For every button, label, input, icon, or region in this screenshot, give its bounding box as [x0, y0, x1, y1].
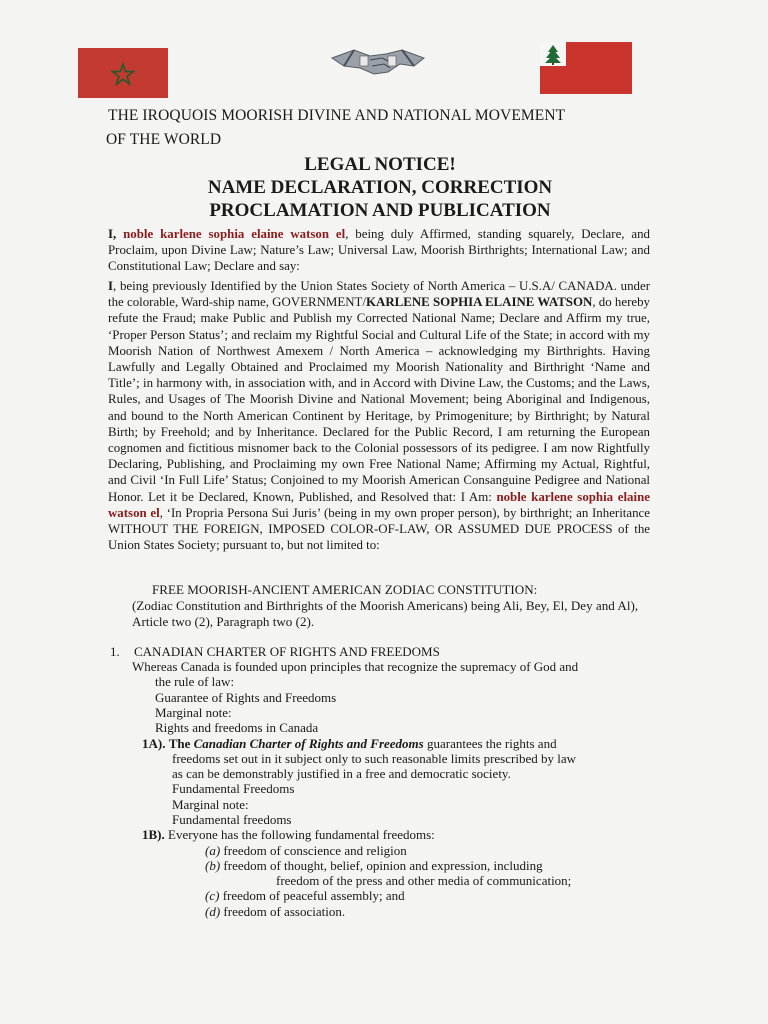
notice-subtitle-2: PROCLAMATION AND PUBLICATION [209, 200, 551, 221]
section-1a-label: 1A). [142, 736, 166, 751]
marginal-note-label: Marginal note: [172, 797, 249, 812]
organization-heading [108, 104, 668, 152]
paragraph-text-a: , being previously Identified by the Union States Society of North America – U.S.A/ CANADA. under the colorable, Ward-ship name, GOVERNMENT/ [108, 279, 650, 310]
section-1b-label: 1B). [142, 827, 165, 842]
notice-subtitle-1: NAME DECLARATION, CORRECTION [207, 177, 553, 198]
former-name: KARLENE SOPHIA ELAINE WATSON [366, 295, 593, 310]
zodiac-constitution-heading: FREE MOORISH-ANCIENT AMERICAN ZODIAC CONSTITUTION: [152, 582, 538, 597]
freedom-item [205, 858, 543, 873]
handshake-icon [330, 44, 426, 80]
charter-heading: CANADIAN CHARTER OF RIGHTS AND FREEDOMS [134, 644, 440, 659]
org-line-1: THE IROQUOIS MOORISH DIVINE AND NATIONAL MOVEMENT [108, 107, 566, 124]
freedom-text: freedom of thought, belief, opinion and expression, including [223, 858, 543, 873]
section-1a-line-2: freedoms set out in it subject only to such reasonable limits prescribed by law [172, 751, 576, 766]
freedom-letter: (a) [205, 843, 221, 858]
declaration-paragraph [108, 278, 650, 553]
paragraph-text-b: , do hereby refute the Fraud; make Public and Publish my Corrected National Name; Declare and Affirm my true, ‘Proper Person Status’; and reclaim my Rightful Social and Cultural Life of the State; in accord with my Moorish Nation of Northwest Amexem / North America – acknowledging my Birthrights. Having Lawfully and Legally Obtained and Proclaimed my Moorish Nationality and Birthright ‘Name and Title’; in harmony with, in association with, and in Accord with Divine Law, the Customs; and the Laws, Rules, and Usages of The Moorish Divine and National Movement; being Aboriginal and Indigenous, and bound to the North American Continent by Heritage, by Primogeniture; by Birthright; by Natural Birth; by Freehold; and by Inheritance. Declared for the Public Record, I am returning the European cognomen and fictitious misnomer back to the Colonial possessors of its pedigree. I am now Rightfully Declaring, Publishing, and Proclaiming my own Free National Name; Affirming my Actual, Rightful, and Civil ‘In Full Life’ Status; Conjoined to my Moorish American Consanguine Pedigree and National Honor. Let it be Declared, Known, Published, and Resolved that: I Am: [108, 295, 650, 504]
freedom-text: freedom of peaceful assembly; and [222, 888, 405, 903]
org-line-2: OF THE WORLD [106, 131, 222, 148]
section-1a-the: The [168, 736, 191, 751]
new-england-flag-icon [540, 42, 632, 94]
charter-rule-of-law: the rule of law: [155, 674, 235, 689]
affirmation-paragraph [108, 226, 650, 275]
section-1b [142, 827, 435, 842]
declared-name: noble karlene sophia elaine watson el [123, 227, 346, 241]
paragraph-lead: I, [108, 227, 117, 241]
paragraph-lead: I [108, 279, 114, 293]
fundamental-freedoms-note: Fundamental freedoms [172, 812, 292, 827]
section-number: 1. [110, 644, 120, 659]
charter-title: Canadian Charter of Rights and Freedoms [193, 736, 424, 751]
freedom-item [205, 843, 407, 858]
freedom-text: freedom of association. [223, 904, 346, 919]
freedom-letter: (c) [205, 888, 220, 903]
section-1a-text: guarantees the rights and [426, 736, 557, 751]
section-1a-line-3: as can be demonstrably justified in a free and democratic society. [172, 766, 511, 781]
freedom-item [205, 904, 345, 919]
section-1b-text: Everyone has the following fundamental freedoms: [168, 827, 435, 842]
charter-whereas: Whereas Canada is founded upon principles that recognize the supremacy of God and [132, 659, 579, 674]
declared-name: noble karlene sophia elaine watson el [108, 489, 650, 520]
freedom-item-continued: freedom of the press and other media of communication; [276, 873, 572, 888]
freedom-letter: (b) [205, 858, 221, 873]
moroccan-flag-icon [78, 48, 168, 98]
freedom-text: freedom of conscience and religion [223, 843, 407, 858]
notice-title: LEGAL NOTICE! [304, 154, 456, 175]
paragraph-text: , being duly Affirmed, standing squarely, Declare, and Proclaim, upon Divine Law; Nature’s Law; Universal Law, Moorish Birthrights; International Law; and Constitutional Law; Declare and say: [108, 227, 650, 274]
zodiac-constitution-text: (Zodiac Constitution and Birthrights of the Moorish Americans) being Ali, Bey, El, Dey and Al), Article two (2), Paragraph two (2). [132, 598, 639, 629]
freedom-item [205, 888, 405, 903]
fundamental-freedoms-heading: Fundamental Freedoms [172, 781, 295, 796]
paragraph-text-c: , ‘In Propria Persona Sui Juris’ (being in my own proper person), by birthright; an Inheritance WITHOUT THE FOREIGN, IMPOSED COLOR-OF-LAW, OR ASSUMED DUE PROCESS of the Union States Society; pursuant to, but not limited to: [108, 505, 650, 553]
rights-in-canada: Rights and freedoms in Canada [155, 720, 319, 735]
charter-guarantee: Guarantee of Rights and Freedoms [155, 690, 337, 705]
freedom-letter: (d) [205, 904, 221, 919]
section-1a [142, 736, 557, 751]
marginal-note-label: Marginal note: [155, 705, 232, 720]
